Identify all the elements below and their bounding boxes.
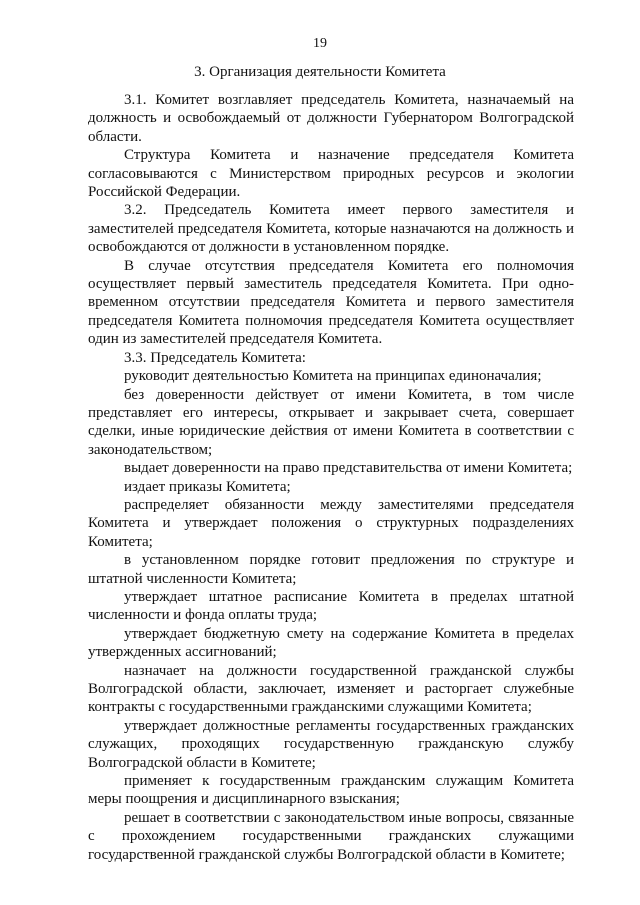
duty-item: утверждает бюджетную смету на содержание Комитета в пределах утвержденных ассигнований; (88, 625, 574, 661)
duty-item: применяет к государственным гражданским служащим Комитета меры поощрения и дисциплинарного взыскания; (88, 773, 574, 808)
duty-item: выдает доверенности на право представительства от имени Комитета; (124, 460, 573, 477)
duty-item: издает приказы Комитета; (124, 478, 291, 495)
paragraph-3-1: 3.1. Комитет возглавляет председатель Комитета, назначаемый на должность и освобождаемый от должности Губернатором Волгоградской области. (88, 92, 574, 145)
duty-item: без доверенности действует от имени Комитета, в том числе представляет его интересы, открывает и закрывает счета, совершает сделки, иные юридические действия от имени Комитета в соответствии с законодательством; (88, 386, 574, 458)
duty-item: распределяет обязанности между заместителями председателя Комитета и утверждает положения о структурных подразделениях Комитета; (88, 496, 574, 550)
duty-item: руководит деятельностью Комитета на принципах единоначалия; (124, 368, 542, 385)
section-heading: 3. Организация деятельности Комитета (194, 64, 446, 80)
duty-item: утверждает должностные регламенты государственных гражданских служащих, проходящих государственную гражданскую службу Волгоградской области в Комитете; (88, 717, 574, 771)
paragraph-3-3: 3.3. Председатель Комитета: (124, 349, 306, 366)
paragraph-absence: В случае отсутствия председателя Комитета его полномочия осуществляет первый заместитель председателя Комитета. При одновременном отсутствии председателя Комитета и первого заместителя председателя Комитета полномочия председателя Комитета осуществляет один из заместителей председателя Комитета. (88, 257, 574, 348)
duty-item: назначает на должности государственной гражданской службы Волгоградской области, заключает, изменяет и расторгает служебные контракты с государственными гражданскими служащими Комитета; (88, 662, 574, 716)
page-number: 19 (313, 36, 327, 51)
paragraph-structure: Структура Комитета и назначение председателя Комитета согласовываются с Министерством природных ресурсов и экологии Российской Федерации. (88, 147, 574, 201)
document-body (88, 91, 574, 864)
duty-item: в установленном порядке готовит предложения по структуре и штатной численности Комитета; (88, 552, 574, 587)
duty-item: утверждает штатное расписание Комитета в пределах штатной численности и фонда оплаты труда; (88, 588, 574, 624)
duty-item: решает в соответствии с законодательством иные вопросы, связанные с прохождением государственными гражданских служащими государственной гражданской службы Волгоградской области в Комитете; (88, 809, 574, 863)
paragraph-3-2: 3.2. Председатель Комитета имеет первого заместителя и заместителей председателя Комитета, которые назначаются на должность и освобождаются от должности в установленном порядке. (88, 202, 574, 256)
